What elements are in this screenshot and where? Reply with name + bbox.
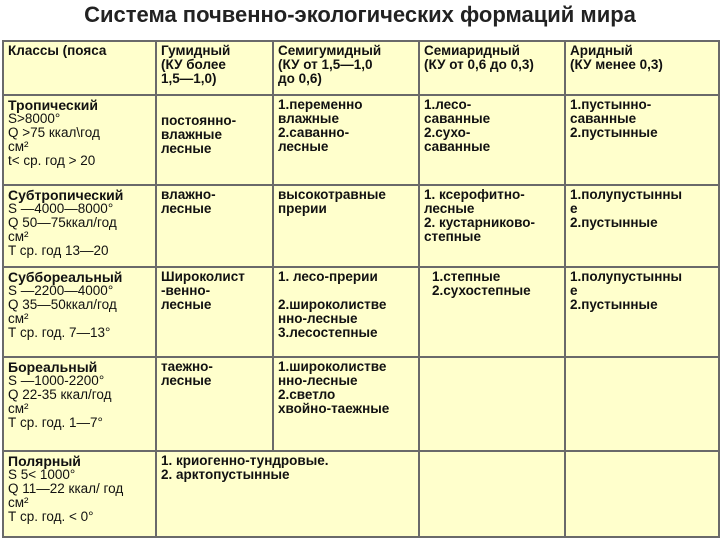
table-row (3, 357, 719, 451)
class-name: Суббореальный (8, 269, 123, 285)
arid-cell (565, 357, 719, 451)
table-row (3, 185, 719, 267)
class-params: S>8000° Q >75 ккал\год см² t< ср. год > 20 (8, 111, 100, 168)
humid-cell: Широколист -венно- лесные (156, 267, 273, 357)
semiarid-cell: 1.степные 2.сухостепные (419, 267, 565, 357)
arid-cell: 1.полупустынны е 2.пустынные (565, 185, 719, 267)
humid-cell: постоянно- влажные лесные (156, 95, 273, 185)
header-humid: Гумидный (КУ более 1,5—1,0) (156, 41, 273, 95)
class-cell (3, 357, 156, 451)
class-name: Полярный (8, 453, 81, 469)
semiarid-cell (419, 357, 565, 451)
table-row (3, 451, 719, 537)
class-name: Субтропический (8, 187, 124, 203)
class-params: S —1000-2200° Q 22-35 ккал/год см² Т ср. год. 1—7° (8, 373, 112, 430)
formations-table (2, 40, 720, 538)
humid-cell: влажно- лесные (156, 185, 273, 267)
class-params: S —2200—4000° Q 35—50ккал/год см² Т ср. год. 7—13° (8, 283, 117, 340)
arid-cell (565, 451, 719, 537)
header-classes: Классы (пояса (3, 41, 156, 95)
semihumid-cell: 1.широколистве нно-лесные 2.светло хвойно-таежные (273, 357, 419, 451)
header-row (3, 41, 719, 95)
header-semihumid: Семигумидный (КУ от 1,5—1,0 до 0,6) (273, 41, 419, 95)
semiarid-cell: 1. ксерофитно- лесные 2. кустарниково- степные (419, 185, 565, 267)
class-cell (3, 185, 156, 267)
page-title: Система почвенно-экологических формаций мира (84, 2, 636, 27)
class-params: S 5< 1000° Q 11—22 ккал/ год см² Т ср. год. < 0° (8, 467, 124, 524)
semiarid-cell: 1.лесо- саванные 2.сухо- саванные (419, 95, 565, 185)
header-semiarid: Семиаридный (КУ от 0,6 до 0,3) (419, 41, 565, 95)
class-cell (3, 95, 156, 185)
class-cell (3, 451, 156, 537)
semihumid-cell: 1.переменно влажные 2.саванно- лесные (273, 95, 419, 185)
class-cell (3, 267, 156, 357)
semihumid-cell: высокотравные прерии (273, 185, 419, 267)
class-name: Тропический (8, 97, 98, 113)
class-name: Бореальный (8, 359, 98, 375)
semiarid-cell (419, 451, 565, 537)
table-row (3, 267, 719, 357)
arid-cell: 1.полупустынны е 2.пустынные (565, 267, 719, 357)
table-row (3, 95, 719, 185)
class-params: S —4000—8000° Q 50—75ккал/год см² T ср. год 13—20 (8, 201, 117, 258)
humid-cell: таежно- лесные (156, 357, 273, 451)
header-arid: Аридный (КУ менее 0,3) (565, 41, 719, 95)
tundra-merged-cell: 1. криогенно-тундровые. 2. арктопустынные (156, 451, 419, 537)
semihumid-cell: 1. лесо-прерии 2.широколистве нно-лесные 3.лесостепные (273, 267, 419, 357)
arid-cell: 1.пустынно- саванные 2.пустынные (565, 95, 719, 185)
